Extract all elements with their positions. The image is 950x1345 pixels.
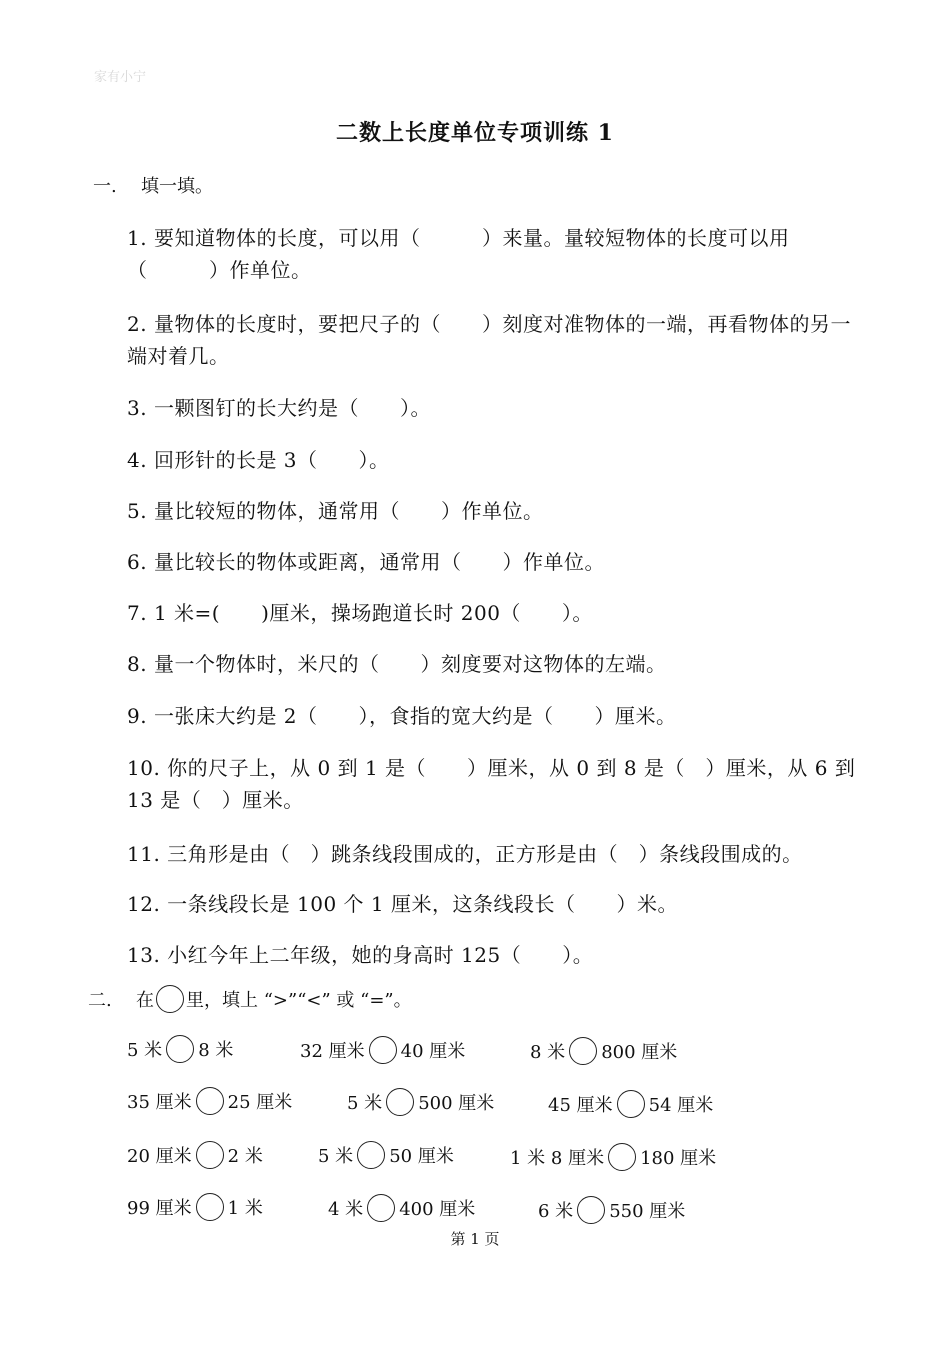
circle-icon	[156, 985, 184, 1013]
page-number: 第 1 页	[450, 1230, 500, 1248]
question-5: 5. 量比较短的物体，通常用（ ）作单位。	[127, 499, 544, 523]
compare-left: 45 厘米	[548, 1095, 613, 1116]
compare-left: 5 米	[127, 1040, 163, 1061]
compare-left: 32 厘米	[300, 1041, 365, 1062]
question-7: 7. 1 米=( )厘米，操场跑道长时 200（ ）。	[127, 601, 593, 625]
compare-answer-circle[interactable]	[166, 1035, 194, 1063]
compare-left: 1 米 8 厘米	[510, 1148, 605, 1169]
compare-answer-circle[interactable]	[617, 1090, 645, 1118]
compare-answer-circle[interactable]	[357, 1141, 385, 1169]
compare-left: 35 厘米	[127, 1092, 192, 1113]
question-8: 8. 量一个物体时，米尺的（ ）刻度要对这物体的左端。	[127, 652, 667, 676]
compare-right: 2 米	[227, 1146, 263, 1167]
question-3: 3. 一颗图钉的长大约是（ ）。	[127, 396, 431, 420]
compare-item	[127, 1193, 263, 1221]
compare-item	[127, 1035, 233, 1063]
section-2-heading	[88, 985, 412, 1013]
compare-left: 8 米	[530, 1042, 566, 1063]
compare-right: 800 厘米	[601, 1042, 678, 1063]
question-2: 2. 量物体的长度时，要把尺子的（ ）刻度对准物体的一端，再看物体的另一端对着几。	[127, 312, 851, 368]
compare-answer-circle[interactable]	[369, 1036, 397, 1064]
compare-right: 500 厘米	[418, 1093, 495, 1114]
compare-item	[538, 1196, 685, 1224]
question-11: 11. 三角形是由（ ）跳条线段围成的，正方形是由（ ）条线段围成的。	[127, 842, 803, 866]
compare-right: 54 厘米	[648, 1095, 714, 1116]
compare-left: 20 厘米	[127, 1146, 192, 1167]
question-9: 9. 一张床大约是 2（ ），食指的宽大约是（ ）厘米。	[127, 704, 677, 728]
compare-answer-circle[interactable]	[367, 1194, 395, 1222]
section-1-heading	[93, 172, 213, 198]
compare-right: 50 厘米	[389, 1146, 454, 1167]
page-title: 二数上长度单位专项训练 1	[336, 120, 614, 146]
compare-answer-circle[interactable]	[577, 1196, 605, 1224]
compare-item	[530, 1037, 677, 1065]
compare-right: 25 厘米	[227, 1092, 293, 1113]
compare-right: 550 厘米	[609, 1201, 686, 1222]
watermark: 家有小宁	[94, 70, 147, 85]
compare-answer-circle[interactable]	[196, 1087, 224, 1115]
compare-left: 5 米	[347, 1093, 383, 1114]
section-1-title: 填一填。	[141, 176, 213, 197]
compare-right: 40 厘米	[400, 1041, 466, 1062]
compare-item	[347, 1088, 494, 1116]
compare-item	[127, 1087, 292, 1115]
compare-item	[510, 1143, 716, 1171]
question-12: 12. 一条线段长是 100 个 1 厘米，这条线段长（ ）米。	[127, 892, 678, 916]
section-2-title-after: 里，填上 “>”“<” 或 “=”。	[186, 990, 412, 1011]
question-4: 4. 回形针的长是 3（ ）。	[127, 448, 390, 472]
question-13: 13. 小红今年上二年级，她的身高时 125（ ）。	[127, 943, 594, 967]
compare-item	[300, 1036, 465, 1064]
compare-right: 400 厘米	[399, 1199, 476, 1220]
compare-item	[328, 1194, 475, 1222]
compare-right: 1 米	[227, 1198, 263, 1219]
compare-answer-circle[interactable]	[196, 1141, 224, 1169]
section-1-number: 一.	[93, 176, 117, 197]
compare-item	[318, 1141, 454, 1169]
compare-answer-circle[interactable]	[608, 1143, 636, 1171]
question-6: 6. 量比较长的物体或距离，通常用（ ）作单位。	[127, 550, 605, 574]
compare-answer-circle[interactable]	[569, 1037, 597, 1065]
question-10: 10. 你的尺子上，从 0 到 1 是（ ）厘米，从 0 到 8 是（ ）厘米，从 6 到 13 是（ ）厘米。	[127, 756, 856, 812]
section-2-number: 二.	[88, 990, 112, 1011]
compare-item	[127, 1141, 263, 1169]
question-1: 1. 要知道物体的长度，可以用（ ）来量。量较短物体的长度可以用（ ）作单位。	[127, 226, 790, 282]
compare-item	[548, 1090, 713, 1118]
compare-answer-circle[interactable]	[386, 1088, 414, 1116]
compare-left: 4 米	[328, 1199, 364, 1220]
compare-left: 5 米	[318, 1146, 354, 1167]
compare-left: 6 米	[538, 1201, 574, 1222]
compare-right: 8 米	[198, 1040, 234, 1061]
compare-left: 99 厘米	[127, 1198, 192, 1219]
compare-right: 180 厘米	[640, 1148, 717, 1169]
section-2-title-before: 在	[136, 990, 154, 1011]
compare-answer-circle[interactable]	[196, 1193, 224, 1221]
